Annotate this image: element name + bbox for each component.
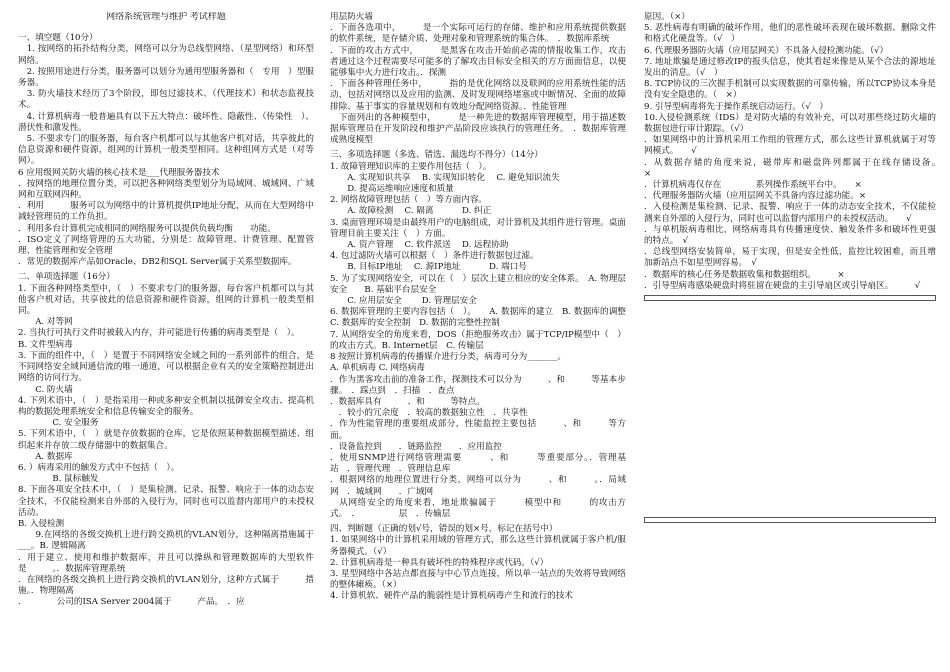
text-line: 4. 下列术语中，（ ）是指采用一种或多种安全机制以抵御安全攻击、提高机构的数据处理系统安全和信息传输安全的服务。 xyxy=(18,395,314,417)
text-line: 3. 星型网络中各站点都直接与中心节点连接，所以单一站点的失效将导致网络的整体瘫痪。（×） xyxy=(330,568,626,591)
text-line: 5. 恶性病毒有明确的破坏作用，他们的恶性破坏表现在破坏数据、删除文件和格式化硬盘等。（√ ） xyxy=(644,23,936,45)
exam-title: 网络系统管理与维护 考试样题 xyxy=(106,12,226,22)
text-line: 8. TCP协议的三次握手机制可以实现数据的可靠传输，所以TCP协议本身是没有安全隐患的。（ ×） xyxy=(644,79,936,101)
answer-box-bottom xyxy=(644,517,936,523)
text-line: C. 防火墙 xyxy=(18,384,73,395)
text-line: B. 目标IP地址 C. 源IP地址 D. 端口号 xyxy=(330,262,527,273)
text-line: 2. 计算机病毒是一种具有破坏性的特殊程序或代码。（√） xyxy=(330,557,549,568)
text-line: 3. 下面的组件中，（ ）是置于不同网络安全域之间的一系列部件的组合，是不同网络安全域间通信流的唯一通道，可以根据企业有关的安全策略控制进出网络的访问行为。 xyxy=(18,350,314,384)
text-line: ．与单机版病毒相比，网络病毒具有传播速度快、触发条件多和破坏性更强的特点。 √ xyxy=(644,224,936,247)
text-line: 7. 从网络安全的角度来看，DOS（拒绝服务攻击）属于TCP/IP模型中（ ）的攻击方式。B. Internet层 C. 传输层 xyxy=(330,329,626,351)
text-line: 5. 为了实现网络安全，可以在（ ）层次上建立相应的安全体系。 A. 物理层安全 B. 基础平台层安全 xyxy=(330,273,626,295)
text-line: ．ISO定义了网络管理的五大功能，分别是：故障管理、计费管理、配置管理、性能管理和安全管理 xyxy=(18,234,314,257)
column-right xyxy=(644,12,936,666)
text-line: 6. 数据库管理的主要内容包括（ ）。 A. 数据库的建立 B. 数据库的调整C. 数据库的安全控制 D. 数据的完整性控制 xyxy=(330,307,626,329)
text-line: ．入侵检测是集检测、记录、报警、响应于一体的动态安全技术，不仅能检测来自外部的入侵行为，同时也可以监督内部用户的未授权活动。 √ xyxy=(644,202,936,224)
text-line: 8. 下面各项安全技术中，（ ）是集检测、记录、报警、响应于一体的动态安全技术，不仅能检测来自外部的入侵行为，同时也可以监督内部用户的未授权活动。 xyxy=(18,485,314,518)
text-line: A. 资产管理 C. 软件派送 D. 远程协助 xyxy=(330,240,509,251)
text-line: 原因。（×） xyxy=(644,12,690,22)
text-line: 1. 下面各种网络类型中，（ ）不要求专门的服务器，每台客户机都可以与其他客户机对话，共享彼此的信息资源和硬件资源，组网的计算机一般类型相同。 xyxy=(18,283,314,317)
column-middle-content xyxy=(330,12,626,603)
text-line: A. 实现知识共享 B. 实现知识转化 C. 避免知识流失 xyxy=(330,172,560,183)
text-line: 6. 代理服务器防火墙（应用层网关）不具备入侵检测功能。（√） xyxy=(644,45,889,56)
text-line: 5. 下列术语中，（ ）就是存放数据的仓库，它是依照某种数据模型描述、组织起来并存放二级存储器中的数据集合。 xyxy=(18,429,314,451)
text-line: ．作为黑客攻击前的准备工作，探测技术可以分为 、和 等基本步骤。 ．踩点到 ．扫描 ．查点 xyxy=(330,374,626,396)
text-line: 4. 包过滤防火墙可以根据（ ）条件进行数据包过滤。 xyxy=(330,251,539,262)
text-line: ．如果网络中的计算机采用工作组的管理方式，那么这些计算机就属于对等网模式。 √ xyxy=(644,135,936,157)
column-right-content xyxy=(644,12,936,292)
text-line: 4. 计算机病毒一般普遍具有以下五大特点：破坏性、隐蔽性、（传染性 ）、潜伏性和激发性。 xyxy=(18,111,314,133)
text-line: 一、填空题（10分） xyxy=(18,33,98,44)
text-line: ．下面各选项中， 是一个实际可运行的存储、维护和应用系统提供数据的软件系统，是存储介质、处理对象和管理系统的集合体。 ．数据库系统 xyxy=(330,23,626,45)
text-line: 6. ）病毒采用的触发方式中不包括（ ）。 xyxy=(18,462,180,473)
text-line: ．利用 服务可以为网络中的计算机提供IP地址分配，从而在大型网络中减轻管理员的工作负担。 xyxy=(18,201,314,223)
text-line: A. 对等网 xyxy=(18,317,73,328)
text-line: ．利用多台计算机完成相同的网络服务可以提供负载均衡 功能。 xyxy=(18,223,276,234)
text-line: 用层防火墙 xyxy=(330,12,373,22)
text-line: ．引导型病毒感染硬盘时将驻留在硬盘的主引导扇区或引导扇区。 √ xyxy=(644,280,921,291)
text-line: A. 故障检测 C. 隔离 D. 纠正 xyxy=(330,206,492,217)
text-line: A. 数据库 xyxy=(18,451,73,462)
text-line: C. 应用层安全 D. 管理层安全 xyxy=(330,296,477,307)
text-line: 8 按照计算机病毒的传播媒介进行分类，病毒可分为_______。 xyxy=(330,352,566,363)
text-line: ．从数据存储的角度来说，磁带库和磁盘阵列都属于在线存储设备。 × xyxy=(644,157,936,179)
text-line: 从网络安全的角度来看，地址欺骗属于 模型中和 的攻击方式。 ． 层 ．传输层 xyxy=(330,497,626,519)
answer-box-top xyxy=(644,295,936,301)
text-line: ．作为性能管理的重要组成部分，性能监控主要包括 、和 等方面。 xyxy=(330,419,626,441)
text-line: 9. 引导型病毒将先于操作系统启动运行。（√ ） xyxy=(644,101,828,112)
column-left xyxy=(18,12,314,666)
text-line: 6 应用级网关防火墙的核心技术是___代理服务器技术 xyxy=(18,167,220,178)
text-line: 7. 地址欺骗是通过修改IP的报头信息，使其看起来像是从某个合法的源地址发出的消息。（√ ） xyxy=(644,56,936,79)
text-line: ．数据库具有 、和 等特点。 xyxy=(330,396,485,407)
text-line: ．按网络的地理位置分类，可以把各种网络类型划分为局域网、城域网、广域网和互联网四种。 xyxy=(18,178,314,201)
text-line: 三、多项选择题（多选、错选、漏选均不得分）（14分） xyxy=(330,150,543,161)
text-line: 3. 桌面管理环境是由最终用户的电脑组成，对计算机及其组件进行管理。桌面管理目前主要关注（ ）方面。 xyxy=(330,217,626,239)
text-line: ．总线型网络安装简单，易于实现，但是安全性低，监控比较困难，而且增加新站点不如星型网容易。 √ xyxy=(644,247,936,269)
text-line: 1. 故障管理知识库的主要作用包括（ ）。 xyxy=(330,161,492,172)
text-line: A. 单机病毒 C. 网络病毒 xyxy=(330,363,425,374)
text-line: 2. 当执行可执行文件时被载入内存，并可能进行传播的病毒类型是（ ）。 xyxy=(18,328,300,339)
column-middle xyxy=(330,12,626,666)
text-line: B. 入侵检测 xyxy=(18,518,65,529)
text-line: ．数据库的核心任务是数据收集和数据组织。 × xyxy=(644,269,845,280)
text-line: ．代理服务器防火墙（应用层网关不具备内容过滤功能。× xyxy=(644,191,867,202)
text-line: 10.入侵检测系统（IDS）是对防火墙的有效补充，可以对那些绕过防火墙的数据包进行审计跟踪。（√） xyxy=(644,112,936,135)
text-line: 9.在网络的各级交换机上进行跨交换机的VLAN划分，这种隔离措施属于___。B. 逻辑隔离 xyxy=(18,530,314,552)
text-line: D. 提高运维响应速度和质量 xyxy=(330,184,454,195)
text-line: 3. 防火墙技术经历了3个阶段，即包过滤技术、（代理技术）和状态监视技术。 xyxy=(18,89,314,111)
text-line: 二、单项选择题（16分） xyxy=(18,272,115,283)
text-line: ．根据网络的地理位置进行分类，网络可以分为 、和 。．局域网 ．城域网 ．广域网 xyxy=(330,475,626,497)
text-line: ．在网络的各级交换机上进行跨交换机的VLAN划分，这种方式属于 措施。．物理隔离 xyxy=(18,574,314,597)
text-line: ．常见的数据库产品如Oracle、DB2和SQL Server属于关系型数据库。 xyxy=(18,257,297,268)
text-line: B. 文件型病毒 xyxy=(18,339,73,350)
text-line: ．下面各种管理任务中， 指的是优化网络以及联网的应用系统性能的活动，包括对网络以及应用的监测、及时发现网络堵塞或中断情况、全面的故障排除、基于事实的容量规划和有效地分配网络资源。．性能管理 xyxy=(330,79,626,112)
text-line: ． 公司的ISA Server 2004属于 产品。 ．应 xyxy=(18,597,245,608)
text-line: ．用于建立、使用和维护数据库，并且可以操纵和管理数据库的大型软件是 。．数据库管理系统 xyxy=(18,552,314,574)
text-line: C. 安全服务 xyxy=(18,418,99,429)
text-line: 1. 如果网络中的计算机采用域的管理方式，那么这些计算机就属于客户机/服务器模式。（√） xyxy=(330,535,626,557)
text-line: ．计算机病毒仅存在 系列操作系统平台中。 × xyxy=(644,180,862,191)
text-line: 4. 计算机软、硬件产品的脆弱性是计算机病毒产生和流行的技术 xyxy=(330,591,573,602)
text-line: ．设备监控到 ．链路监控 ．应用监控 xyxy=(330,441,502,452)
text-line: 四、判断题（正确的划√号，错误的划×号，标记在括号中） xyxy=(330,524,558,535)
text-line: B. 鼠标触发 xyxy=(18,474,99,485)
text-line: ．下面的攻击方式中， 是黑客在攻击开始前必需的情报收集工作，攻击者通过这个过程需要尽可能多的了解攻击目标安全相关的方方面面信息，以便能够集中火力进行攻击。．探测 xyxy=(330,45,626,79)
text-line: 2. 按照用途进行分类，服务器可以划分为通用型服务器和（ 专用 ）型服务器。 xyxy=(18,66,314,89)
text-line: ．较小的冗余度 ．较高的数据独立性 ．共享性 xyxy=(330,408,528,419)
column-left-content xyxy=(18,33,314,608)
text-line: 5. 不要求专门的服务器，每台客户机都可以与其他客户机对话，共享彼此的信息资源和硬件资源，组网的计算机一般类型相同。这种组网方式是（对等网）。 xyxy=(18,134,314,167)
text-line: 2. 网络故障管理包括（ ）等方面内容。 xyxy=(330,195,488,206)
text-line: 下面列出的各种模型中， 是一种先进的数据库管理模型，用于描述数据库管理员在开发阶段和维护产品阶段应该执行的管理任务。 ．数据库管理成熟度模型 xyxy=(330,112,626,146)
text-line: ．使用SNMP进行网络管理需要 、和 等重要部分。．管理基站 ．管理代理 ．管理信息库 xyxy=(330,452,626,475)
text-line: 1. 按网络的拓扑结构分类，网络可以分为总线型网络、（星型网络）和环型网络。 xyxy=(18,44,314,66)
